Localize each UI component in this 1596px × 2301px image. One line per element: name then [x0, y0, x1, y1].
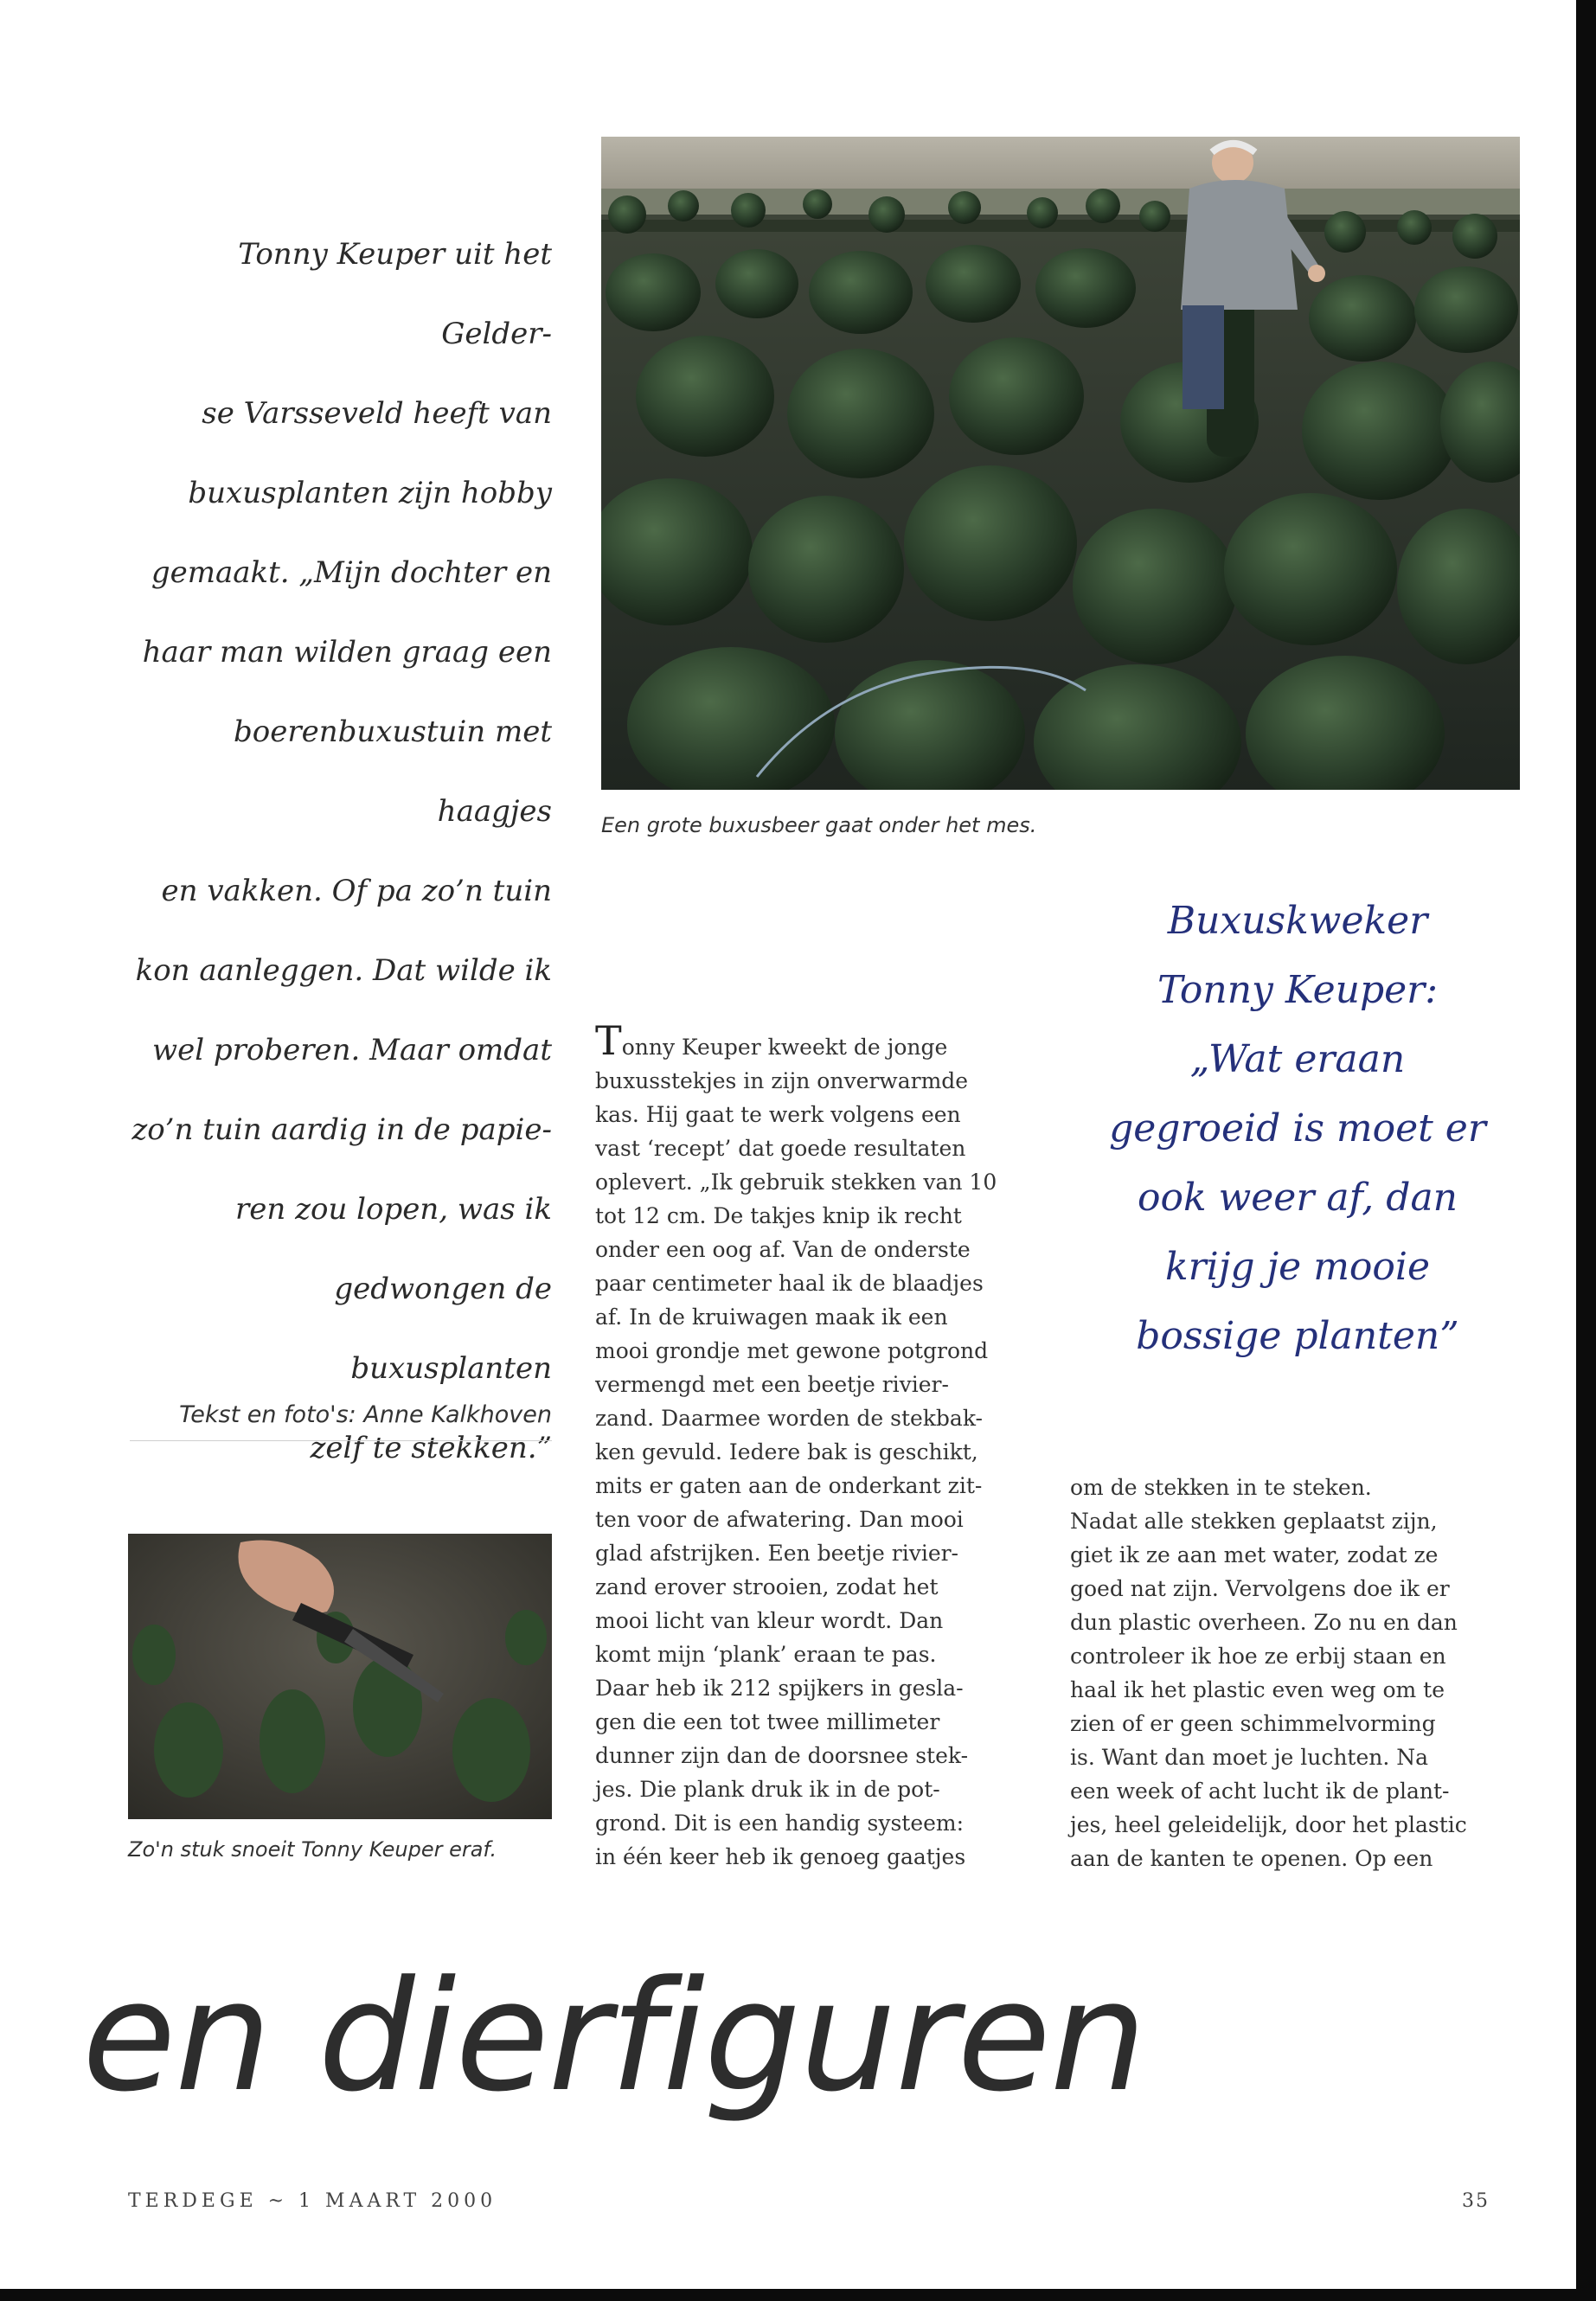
article-line: zand erover strooien, zodat het [595, 1574, 939, 1599]
article-line: dun plastic overheen. Zo nu en dan [1070, 1610, 1458, 1635]
article-line: jes. Die plank druk ik in de pot- [595, 1777, 940, 1802]
article-line: mooi grondje met gewone potgrond [595, 1338, 989, 1363]
article-line: haal ik het plastic even weg om te [1070, 1677, 1445, 1702]
article-line: oplevert. „Ik gebruik stekken van 10 [595, 1170, 997, 1195]
article-line: Nadat alle stekken geplaatst zijn, [1070, 1509, 1438, 1534]
main-photo [601, 137, 1520, 790]
article-line: paar centimeter haal ik de blaadjes [595, 1271, 984, 1296]
drop-cap: T [595, 1017, 622, 1064]
intro-text [130, 215, 552, 1488]
article-first-line: Tonny Keuper kweekt de jonge [595, 1017, 948, 1064]
quote-line: bossige planten” [1136, 1314, 1459, 1358]
article-line: om de stekken in te steken. [1070, 1475, 1372, 1500]
article-column-right [1070, 1471, 1503, 1875]
quote-line: „Wat eraan [1189, 1037, 1406, 1081]
article-line: Daar heb ik 212 spijkers in gesla- [595, 1676, 964, 1701]
quote-line: gegroeid is moet er [1109, 1106, 1486, 1150]
article-line: is. Want dan moet je luchten. Na [1070, 1745, 1429, 1770]
article-title: en dierfiguren [82, 1948, 1146, 2125]
article-line: dunner zijn dan de doorsnee stek- [595, 1743, 969, 1768]
article-line: onder een oog af. Van de onderste [595, 1237, 971, 1262]
intro-line: gemaakt. „Mijn dochter en [151, 555, 552, 590]
article-line: glad afstrijken. Een beetje rivier- [595, 1541, 959, 1566]
quote-line: Tonny Keuper: [1157, 968, 1439, 1012]
quote-line: ook weer af, dan [1137, 1176, 1458, 1220]
article-line: giet ik ze aan met water, zodat ze [1070, 1542, 1439, 1567]
intro-line: kon aanleggen. Dat wilde ik [135, 953, 552, 988]
topiary-garden-image [601, 137, 1520, 790]
article-line: zien of er geen schimmelvorming [1070, 1711, 1436, 1736]
article-column-middle [595, 1017, 1028, 1874]
pull-quote [1038, 887, 1557, 1371]
article-line: ken gevuld. Iedere bak is geschikt, [595, 1439, 978, 1465]
article-line: buxusstekjes in zijn onverwarmde [595, 1068, 969, 1093]
page-number: 35 [1462, 2190, 1490, 2212]
article-line: een week of acht lucht ik de plant- [1070, 1779, 1450, 1804]
intro-line: en vakken. Of pa zo’n tuin [161, 874, 552, 908]
intro-line: boerenbuxustuin met haagjes [234, 715, 552, 829]
small-photo-caption: Zo'n stuk snoeit Tonny Keuper eraf. [128, 1837, 497, 1862]
article-line: tot 12 cm. De takjes knip ik recht [595, 1203, 962, 1228]
pruning-shears-image [128, 1534, 552, 1819]
article-line: goed nat zijn. Vervolgens doe ik er [1070, 1576, 1450, 1601]
photo-credit: Tekst en foto's: Anne Kalkhoven [130, 1401, 552, 1441]
article-line: aan de kanten te openen. Op een [1070, 1846, 1433, 1871]
magazine-footer: TERDEGE ~ 1 MAART 2000 [128, 2190, 497, 2212]
article-line: af. In de kruiwagen maak ik een [595, 1304, 948, 1330]
quote-line: Buxuskweker [1167, 899, 1428, 943]
article-line: zand. Daarmee worden de stekbak- [595, 1406, 983, 1431]
article-line: mooi licht van kleur wordt. Dan [595, 1608, 944, 1633]
article-line: gen die een tot twee millimeter [595, 1709, 940, 1734]
intro-line: Tonny Keuper uit het Gelder- [238, 237, 552, 351]
intro-line: buxusplanten zijn hobby [188, 476, 552, 510]
intro-line: ren zou lopen, was ik [234, 1192, 552, 1227]
article-line: in één keer heb ik genoeg gaatjes [595, 1844, 966, 1869]
article-line: grond. Dit is een handig systeem: [595, 1811, 965, 1836]
article-line: jes, heel geleidelijk, door het plastic [1070, 1812, 1467, 1837]
intro-line: haar man wilden graag een [142, 635, 552, 670]
intro-line: wel proberen. Maar omdat [152, 1033, 552, 1067]
article-line: vast ‘recept’ dat goede resultaten [595, 1136, 966, 1161]
quote-line: krijg je mooie [1164, 1245, 1431, 1289]
intro-line: zelf te stekken.” [310, 1431, 552, 1465]
article-line: vermengd met een beetje rivier- [595, 1372, 949, 1397]
intro-line: zo’n tuin aardig in de papie- [131, 1112, 552, 1147]
article-line: komt mijn ‘plank’ eraan te pas. [595, 1642, 937, 1667]
main-photo-caption: Een grote buxusbeer gaat onder het mes. [601, 813, 1037, 837]
intro-line: gedwongen de buxusplanten [334, 1272, 552, 1386]
article-line: ten voor de afwatering. Dan mooi [595, 1507, 964, 1532]
small-photo [128, 1534, 552, 1819]
article-line: mits er gaten aan de onderkant zit- [595, 1473, 983, 1498]
intro-line: se Varsseveld heeft van [202, 396, 552, 431]
article-line: controleer ik hoe ze erbij staan en [1070, 1644, 1446, 1669]
article-line: kas. Hij gaat te werk volgens een [595, 1102, 961, 1127]
